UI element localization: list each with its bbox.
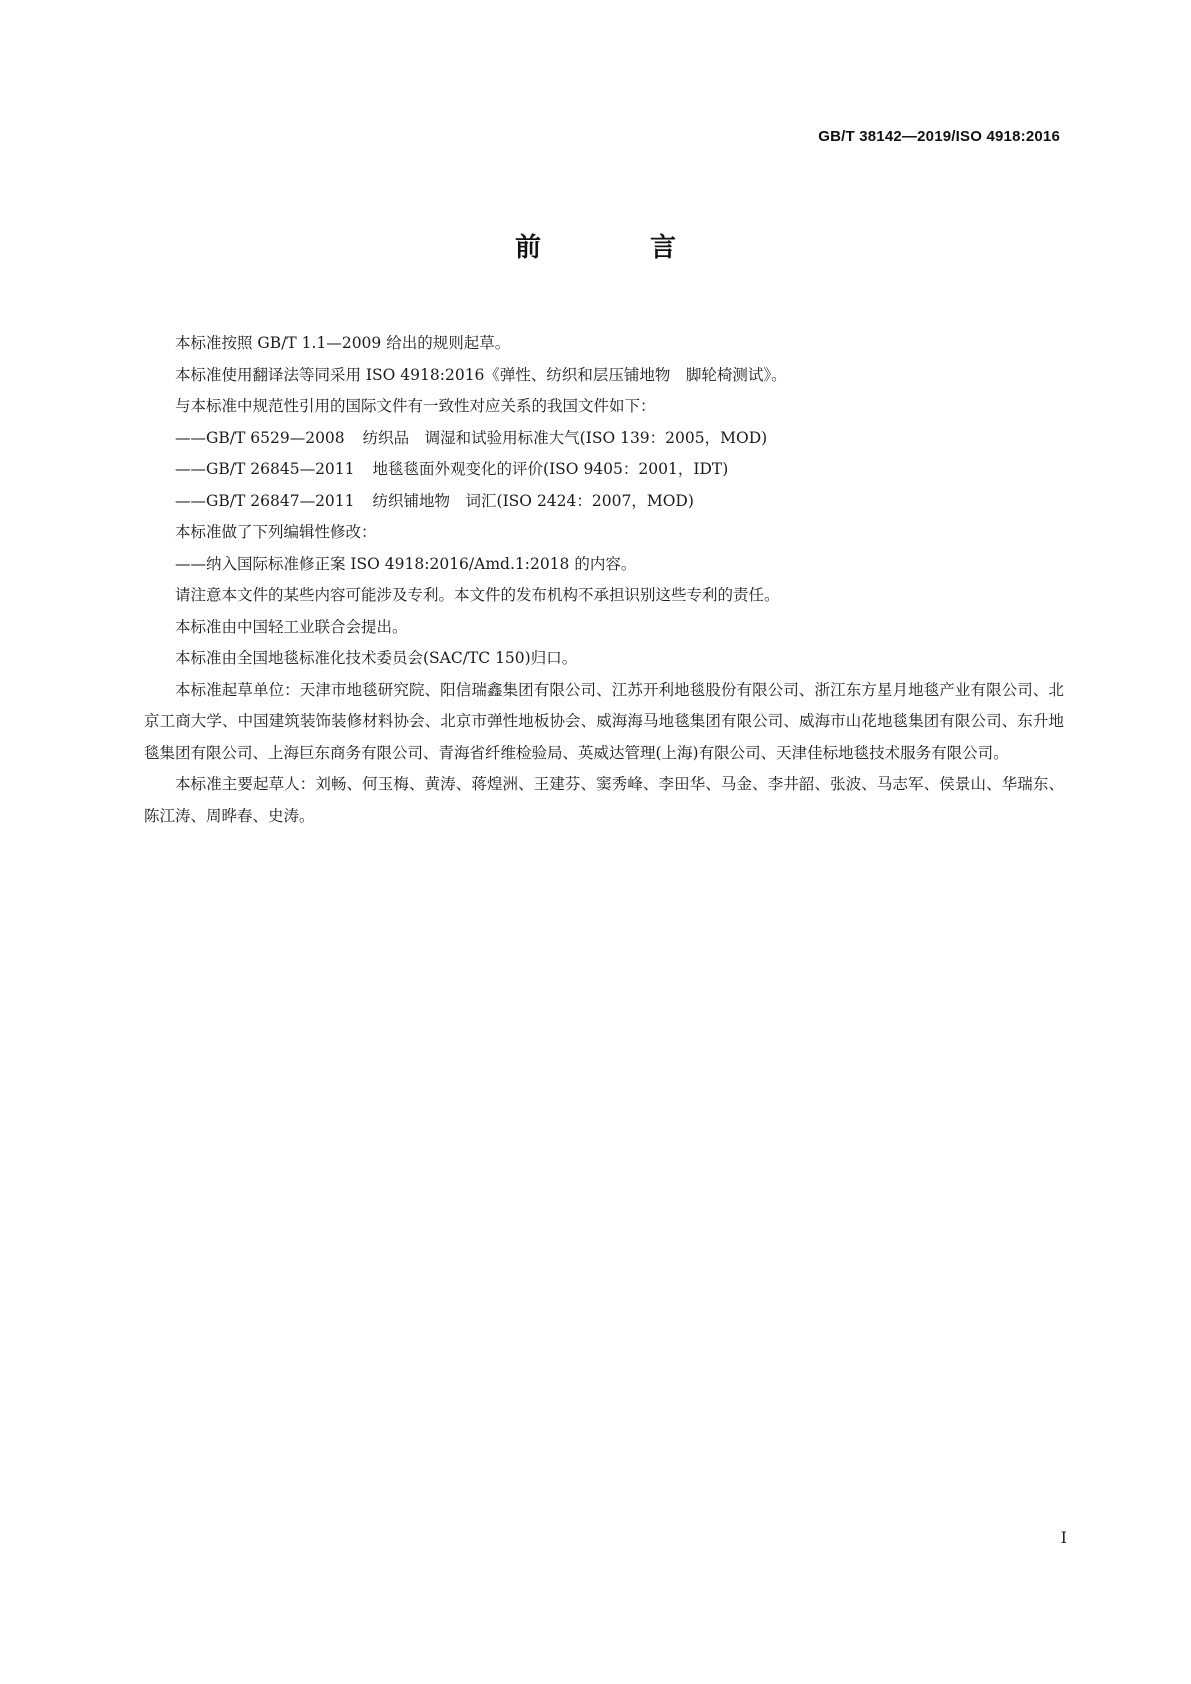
paragraph-editorial-changes: 本标准做了下列编辑性修改： [175, 523, 377, 541]
paragraph-patent-notice: 请注意本文件的某些内容可能涉及专利。本文件的发布机构不承担识别这些专利的责任。 [175, 586, 780, 604]
reference-title: 纺织品 调湿和试验用标准大气(ISO 139：2005，MOD) [362, 428, 768, 447]
reference-item [144, 454, 1064, 486]
paragraph-references-intro: 与本标准中规范性引用的国际文件有一致性对应关系的我国文件如下： [175, 397, 656, 415]
page-number: I [1060, 1528, 1067, 1547]
reference-code: ——GB/T 26847—2011 [175, 491, 355, 510]
paragraph-adoption: 本标准使用翻译法等同采用 ISO 4918:2016《弹性、纺织和层压铺地物 脚轮椅测试》。 [175, 365, 787, 384]
reference-code: ——GB/T 26845—2011 [175, 460, 355, 478]
paragraph-drafting-rules: 本标准按照 GB/T 1.1—2009 给出的规则起草。 [175, 334, 511, 352]
paragraph-drafters: 本标准主要起草人：刘畅、何玉梅、黄涛、蒋煌洲、王建芬、窦秀峰、李田华、马金、李井韶、张波、马志军、侯景山、华瑞东、陈江涛、周晔春、史涛。 [144, 775, 1064, 825]
reference-title: 地毯毯面外观变化的评价(ISO 9405：2001，IDT) [372, 460, 729, 478]
reference-title: 纺织铺地物 词汇(ISO 2424：2007，MOD) [372, 491, 694, 510]
reference-code: ——GB/T 6529—2008 [175, 428, 345, 447]
reference-item [144, 486, 1064, 518]
reference-item [144, 423, 1064, 455]
preface-body [144, 328, 1064, 832]
page-title: 前 言 [514, 233, 727, 263]
paragraph-drafting-units: 本标准起草单位：天津市地毯研究院、阳信瑞鑫集团有限公司、江苏开利地毯股份有限公司、浙江东方星月地毯产业有限公司、北京工商大学、中国建筑装饰装修材料协会、北京市弹性地板协会、威海海马地毯集团有限公司、威海市山花地毯集团有限公司、东升地毯集团有限公司、上海巨东商务有限公司、青海省纤维检验局、英威达管理(上海)有限公司、天津佳标地毯技术服务有限公司。 [144, 680, 1064, 762]
standard-code-header: GB/T 38142—2019/ISO 4918:2016 [818, 128, 1060, 145]
paragraph-proposer: 本标准由中国轻工业联合会提出。 [175, 617, 408, 636]
paragraph-administrator: 本标准由全国地毯标准化技术委员会(SAC/TC 150)归口。 [175, 649, 578, 667]
editorial-change-item: ——纳入国际标准修正案 ISO 4918:2016/Amd.1:2018 的内容。 [175, 554, 637, 573]
